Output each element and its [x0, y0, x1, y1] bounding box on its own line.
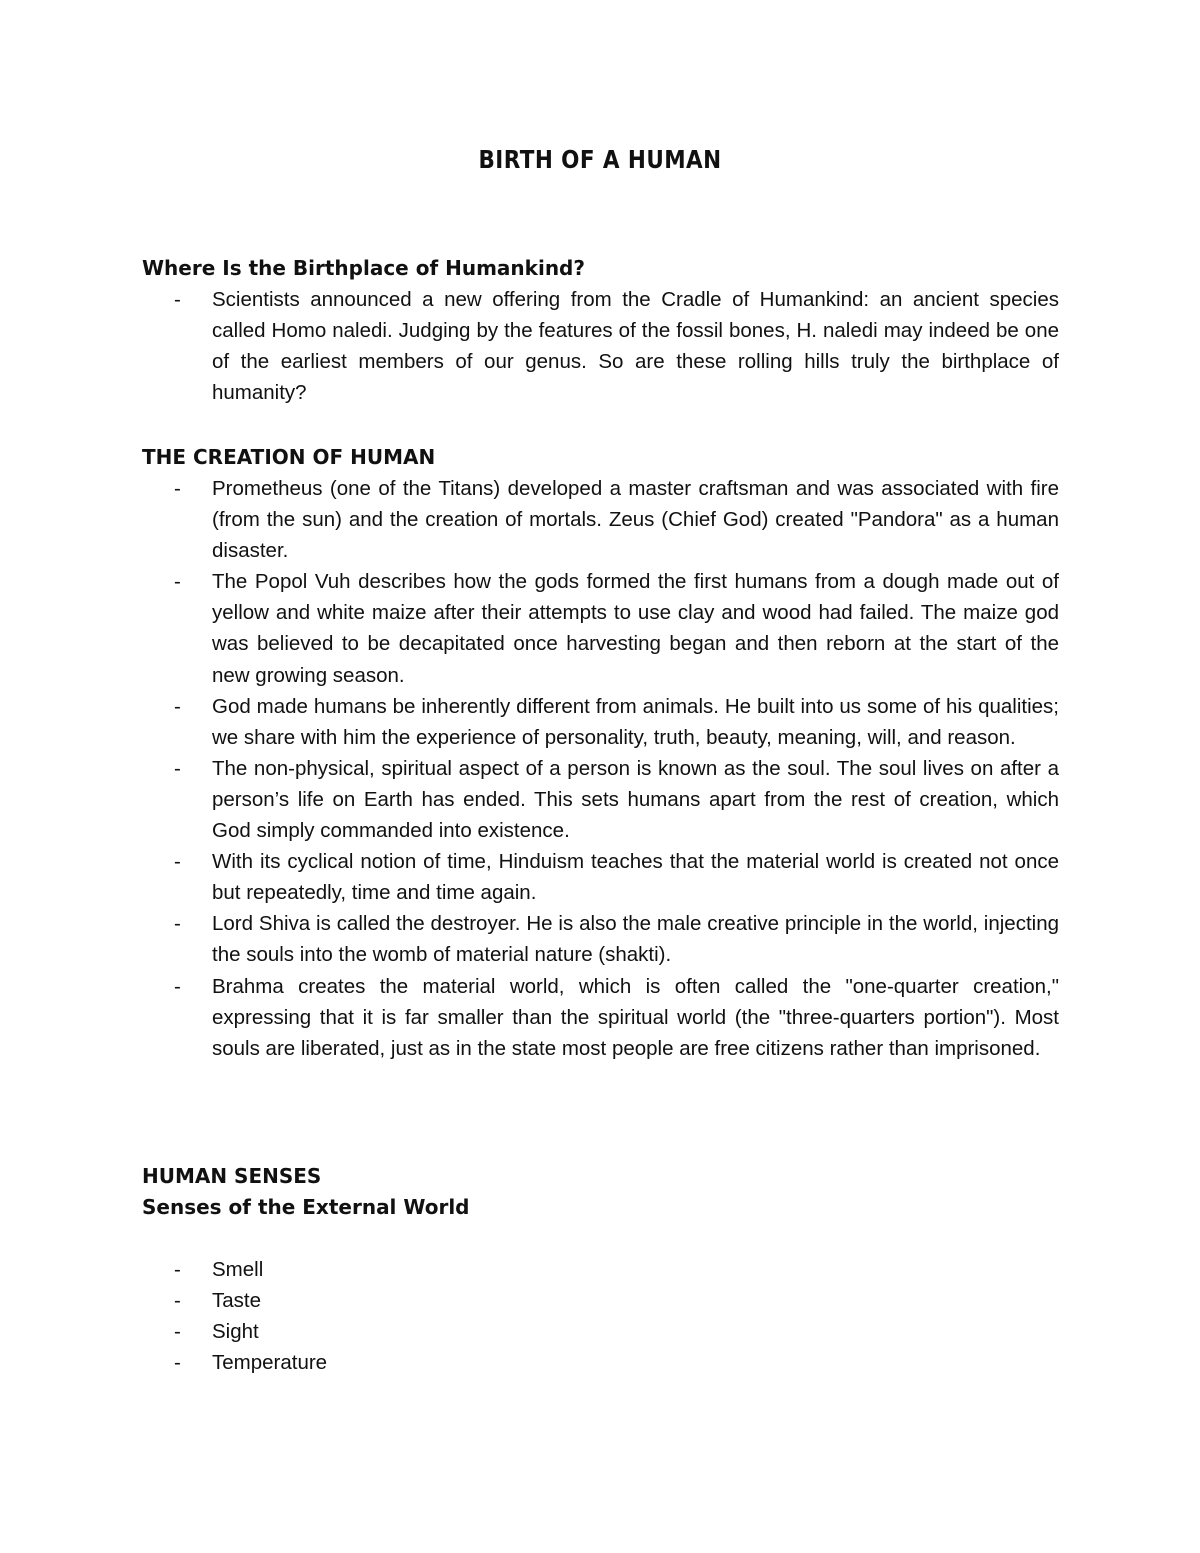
section-heading-human-senses: HUMAN SENSES — [142, 1164, 322, 1188]
list-item-text: Lord Shiva is called the destroyer. He is also the male creative principle in the world, injecting the souls into the womb of material nature (shakti). — [212, 912, 1059, 967]
bullet-list-creation — [142, 473, 1062, 1064]
list-item-text: With its cyclical notion of time, Hinduism teaches that the material world is created not once but repeatedly, time and time again. — [212, 850, 1059, 905]
dash-bullet: - — [174, 850, 181, 874]
document-title: BIRTH OF A HUMAN — [478, 145, 722, 174]
list-item-text: Prometheus (one of the Titans) developed a master craftsman and was associated with fire (from the sun) and the creation of mortals. Zeus (Chief God) created "Pandora" as a human disaster. — [212, 477, 1059, 563]
bullet-list-birthplace — [142, 284, 1062, 408]
bullet-list-senses — [142, 1254, 1062, 1378]
list-item — [142, 908, 1059, 970]
list-item-text: Brahma creates the material world, which is often called the "one-quarter creation," expressing that it is far smaller than the spiritual world (the "three-quarters portion"). Most souls are liberated, just as in the state most people are free citizens rather than imprisoned. — [212, 974, 1059, 1060]
list-item-text: Smell — [212, 1258, 264, 1281]
list-item — [142, 691, 1059, 753]
list-item — [142, 846, 1059, 908]
list-item-text: God made humans be inherently different from animals. He built into us some of his qualities; we share with him the experience of personality, truth, beauty, meaning, will, and reason. — [212, 694, 1059, 749]
section-human-senses — [142, 1161, 1062, 1378]
list-item — [142, 971, 1059, 1064]
list-item-text: The Popol Vuh describes how the gods formed the first humans from a dough made out of yellow and white maize after their attempts to use clay and wood had failed. The maize god was believed to be decapitated once harvesting began and then reborn at the start of the new growing season. — [212, 570, 1059, 687]
section-subheading-external-world: Senses of the External World — [142, 1195, 470, 1219]
dash-bullet: - — [174, 756, 181, 780]
section-heading-creation: THE CREATION OF HUMAN — [142, 445, 436, 469]
list-item — [142, 1347, 1059, 1378]
list-item — [142, 566, 1059, 690]
list-item-text: The non-physical, spiritual aspect of a person is known as the soul. The soul lives on after a person’s life on Earth has ended. This sets humans apart from the rest of creation, which God simply commanded into existence. — [212, 756, 1059, 843]
list-item — [142, 1316, 1059, 1347]
list-item — [142, 473, 1059, 566]
dash-bullet: - — [174, 974, 181, 998]
dash-bullet: - — [174, 288, 181, 311]
dash-bullet: - — [174, 1258, 181, 1281]
dash-bullet: - — [174, 1320, 181, 1344]
spacer — [142, 1223, 1062, 1254]
dash-bullet: - — [174, 912, 181, 936]
list-item-text: Sight — [212, 1320, 259, 1344]
dash-bullet: - — [174, 570, 181, 594]
list-item — [142, 1285, 1059, 1316]
dash-bullet: - — [174, 1351, 181, 1375]
list-item-text: Scientists announced a new offering from the Cradle of Humankind: an ancient species called Homo naledi. Judging by the features of the fossil bones, H. naledi may indeed be one of the earliest members of our genus. So are these rolling hills truly the birthplace of humanity? — [212, 288, 1059, 405]
section-heading-birthplace: Where Is the Birthplace of Humankind? — [142, 256, 585, 280]
list-item-text: Temperature — [212, 1351, 328, 1375]
dash-bullet: - — [174, 477, 181, 500]
section-creation — [142, 442, 1062, 1064]
section-birthplace — [142, 253, 1062, 408]
list-item — [142, 1254, 1059, 1285]
list-item — [142, 284, 1059, 408]
dash-bullet: - — [174, 1289, 181, 1313]
list-item-text: Taste — [212, 1289, 261, 1313]
list-item — [142, 753, 1059, 846]
dash-bullet: - — [174, 694, 181, 718]
